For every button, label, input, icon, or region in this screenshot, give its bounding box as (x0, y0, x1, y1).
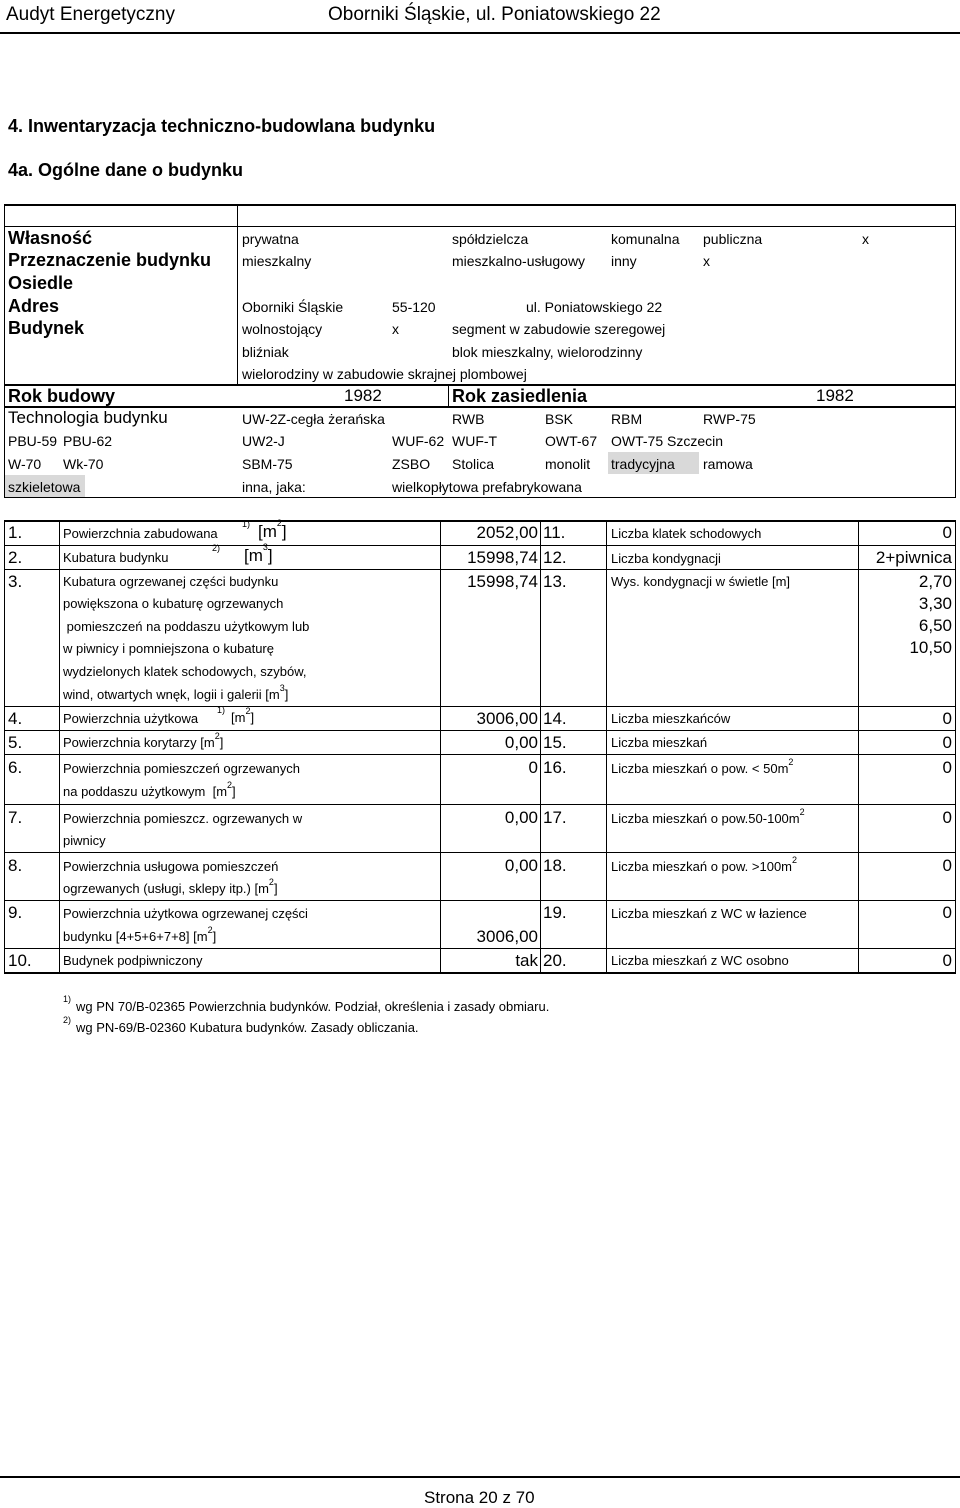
item-10-value: tak (515, 951, 538, 970)
item-9-num: 9. (8, 903, 23, 922)
item-1-label: Powierzchnia zabudowana (63, 526, 218, 541)
item-5-value: 0,00 (504, 733, 538, 752)
tech-wuft: WUF-T (452, 433, 498, 449)
item-6-value: 0 (528, 758, 538, 777)
footnote-1-text: wg PN 70/B-02365 Powierzchnia budynków. Podział, określenia i zasady obmiaru. (76, 999, 550, 1014)
item-1-num: 1. (8, 523, 23, 542)
item-17-value: 0 (942, 808, 952, 827)
item-13-value-3: 6,50 (918, 616, 952, 635)
item-6-num: 6. (8, 758, 23, 777)
item-17-label: Liczba mieszkań o $pow.50-100m^2$ (611, 807, 805, 826)
item-3-line-4: wydzielonych klatek schodowych, szybów, (63, 664, 307, 679)
item-11-label: Liczba klatek schodowych (611, 526, 762, 541)
tech-stolica: Stolica (452, 456, 495, 472)
item-9-line-2: budynku [4+5+6+7+8] $[m^2]$ (63, 925, 217, 944)
item-1-unit: $[m^2]$ (258, 518, 287, 541)
tech-zsbo: ZSBO (392, 456, 431, 472)
item-15-value: 0 (942, 733, 952, 752)
item-5-label: Powierzchnia korytarzy $[m^2]$ (63, 731, 224, 750)
tech-wk70: Wk-70 (63, 456, 104, 472)
item-2-num: 2. (8, 548, 23, 567)
tech-bsk: BSK (545, 411, 574, 427)
building-label: Budynek (8, 318, 85, 338)
item-13-label: Wys. kondygnacji w świetle [m] (611, 574, 791, 589)
item-13-value-4: 10,50 (909, 638, 952, 657)
ownership-private: prywatna (242, 231, 299, 247)
item-2-ref: 2) (212, 543, 221, 553)
item-17-num: 17. (543, 808, 567, 827)
item-6-label: Powierzchnia pomieszczeń ogrzewanych (63, 761, 301, 776)
item-4-ref: 1) (217, 705, 226, 715)
item-8-label: Powierzchnia usługowa pomieszczeń (63, 859, 279, 874)
tech-wuf62: WUF-62 (392, 433, 445, 449)
building-terraced: segment w zabudowie szeregowej (452, 321, 666, 337)
purpose-mark: x (703, 253, 710, 269)
footnote-2-text: wg PN-69/B-02360 Kubatura budynków. Zasady obliczania. (76, 1020, 419, 1035)
tech-owt75: OWT-75 Szczecin (611, 433, 724, 449)
tech-uw2z: UW-2Z-cegła żerańska (242, 411, 385, 427)
tech-prefab: wielkopłytowa prefabrykowana (392, 479, 582, 495)
item-3-line-2: pomieszczeń na poddaszu użytkowym lub (63, 619, 310, 634)
item-20-value: 0 (942, 951, 952, 970)
item-7-num: 7. (8, 808, 23, 827)
item-2-unit: $[m^3]$ (244, 542, 273, 565)
tech-pbu62: PBU-62 (63, 433, 113, 449)
page-number: Strona 20 z 70 (424, 1488, 535, 1507)
item-9-value: 3006,00 (476, 927, 538, 946)
subsection-title: 4a. Ogólne dane o budynku (8, 160, 244, 180)
footer-rule (0, 1476, 960, 1478)
ownership-label: Własność (8, 228, 93, 248)
item-14-label: Liczba mieszkańców (611, 711, 731, 726)
item-10-label: Budynek podpiwniczony (63, 953, 203, 968)
purpose-label: Przeznaczenie budynku (8, 250, 212, 270)
item-13-value-2: 3,30 (918, 594, 952, 613)
building-mark: x (392, 321, 399, 337)
ownership-municipal: komunalna (611, 231, 680, 247)
tech-monolit: monolit (545, 456, 591, 472)
ownership-cooperative: spółdzielcza (452, 231, 529, 247)
item-14-value: 0 (942, 709, 952, 728)
item-8-num: 8. (8, 856, 23, 875)
item-1-value: 2052,00 (476, 523, 538, 542)
technology-label: Technologia budynku (8, 408, 168, 427)
item-1-ref: 1) (242, 519, 251, 529)
item-8-value: 0,00 (504, 856, 538, 875)
item-2-label: Kubatura budynku (63, 550, 169, 565)
item-8-line-2: ogrzewanych (usługi, sklepy itp.) $[m^2]$ (63, 877, 278, 896)
tech-uw2j: UW2-J (242, 433, 285, 449)
footnote-2-ref: 2) (63, 1015, 72, 1025)
item-10-num: 10. (8, 951, 32, 970)
item-15-label: Liczba mieszkań (611, 735, 708, 750)
purpose-mixed: mieszkalno-usługowy (452, 253, 586, 269)
address-label: Adres (8, 296, 60, 316)
item-18-label: Liczba mieszkań o pow. $>100m^2$ (611, 855, 798, 874)
item-12-num: 12. (543, 548, 567, 567)
ownership-mark: x (862, 231, 869, 247)
item-11-value: 0 (942, 523, 952, 542)
purpose-other: inny (611, 253, 637, 269)
build-year-label: Rok budowy (8, 386, 115, 406)
item-19-label: Liczba mieszkań z WC w łazience (611, 906, 807, 921)
building-infill: wielorodziny w zabudowie skrajnej plombowej (242, 366, 527, 382)
item-3-label: Kubatura ogrzewanej części budynku (63, 574, 279, 589)
section-title: 4. Inwentaryzacja techniczno-budowlana budynku (8, 116, 436, 136)
purpose-residential: mieszkalny (242, 253, 312, 269)
item-3-line-5: wind, otwartych wnęk, logii i galerii $[m^3]$ (63, 683, 289, 702)
item-19-num: 19. (543, 903, 567, 922)
occupancy-year-value: 1982 (816, 386, 854, 405)
item-7-label: Powierzchnia pomieszcz. ogrzewanych w (63, 811, 303, 826)
item-6-line-2: na poddaszu użytkowym $[m^2]$ (63, 780, 236, 799)
tech-owt67: OWT-67 (545, 433, 598, 449)
item-18-value: 0 (942, 856, 952, 875)
tech-frame: ramowa (703, 456, 753, 472)
item-3-line-1: powiększona o kubaturę ogrzewanych (63, 596, 284, 611)
item-14-num: 14. (543, 709, 567, 728)
item-20-label: Liczba mieszkań z WC osobno (611, 953, 789, 968)
header-left: Audyt Energetyczny (6, 4, 175, 25)
address-street: ul. Poniatowskiego 22 (526, 299, 663, 315)
item-11-num: 11. (543, 523, 566, 542)
tech-w70: W-70 (8, 456, 42, 472)
item-16-num: 16. (543, 758, 567, 777)
building-block: blok mieszkalny, wielorodzinny (452, 344, 643, 360)
item-3-line-3: w piwnicy i pomniejszona o kubaturę (63, 641, 274, 656)
building-detached: wolnostojący (242, 321, 323, 337)
tech-other: inna, jaka: (242, 479, 306, 495)
occupancy-year-label: Rok zasiedlenia (452, 386, 588, 406)
item-15-num: 15. (543, 733, 567, 752)
item-16-value: 0 (942, 758, 952, 777)
building-semidetached: bliźniak (242, 344, 289, 360)
footnote-1-ref: 1) (63, 994, 72, 1004)
item-3-value: 15998,74 (467, 572, 538, 591)
item-4-num: 4. (8, 709, 23, 728)
tech-rwp75: RWP-75 (703, 411, 756, 427)
estate-label: Osiedle (8, 273, 74, 293)
item-7-value: 0,00 (504, 808, 538, 827)
header-rule (0, 32, 960, 34)
item-13-value-1: 2,70 (918, 572, 952, 591)
item-2-value: 15998,74 (467, 548, 538, 567)
item-9-label: Powierzchnia użytkowa ogrzewanej części (63, 906, 308, 921)
item-4-unit: $[m^2]$ (231, 706, 255, 725)
item-4-value: 3006,00 (476, 709, 538, 728)
item-5-num: 5. (8, 733, 23, 752)
item-18-num: 18. (543, 856, 567, 875)
item-20-num: 20. (543, 951, 567, 970)
item-7-line-2: piwnicy (63, 833, 106, 848)
tech-pbu59: PBU-59 (8, 433, 58, 449)
item-16-label: Liczba mieszkań o pow. < $50m^2$ (611, 757, 794, 776)
item-12-value: 2+piwnica (875, 548, 952, 567)
ownership-public: publiczna (703, 231, 763, 247)
item-12-label: Liczba kondygnacji (611, 551, 721, 566)
item-19-value: 0 (942, 903, 952, 922)
item-3-num: 3. (8, 572, 23, 591)
tech-skeleton: szkieletowa (8, 479, 81, 495)
address-city: Oborniki Śląskie (242, 299, 344, 315)
address-postcode: 55-120 (392, 299, 436, 315)
item-13-num: 13. (543, 572, 567, 591)
tech-traditional: tradycyjna (611, 456, 675, 472)
header-right: Oborniki Śląskie, ul. Poniatowskiego 22 (328, 4, 661, 25)
build-year-value: 1982 (344, 386, 382, 405)
tech-sbm75: SBM-75 (242, 456, 293, 472)
tech-rwb: RWB (452, 411, 485, 427)
tech-rbm: RBM (611, 411, 643, 427)
item-4-label: Powierzchnia użytkowa (63, 711, 199, 726)
